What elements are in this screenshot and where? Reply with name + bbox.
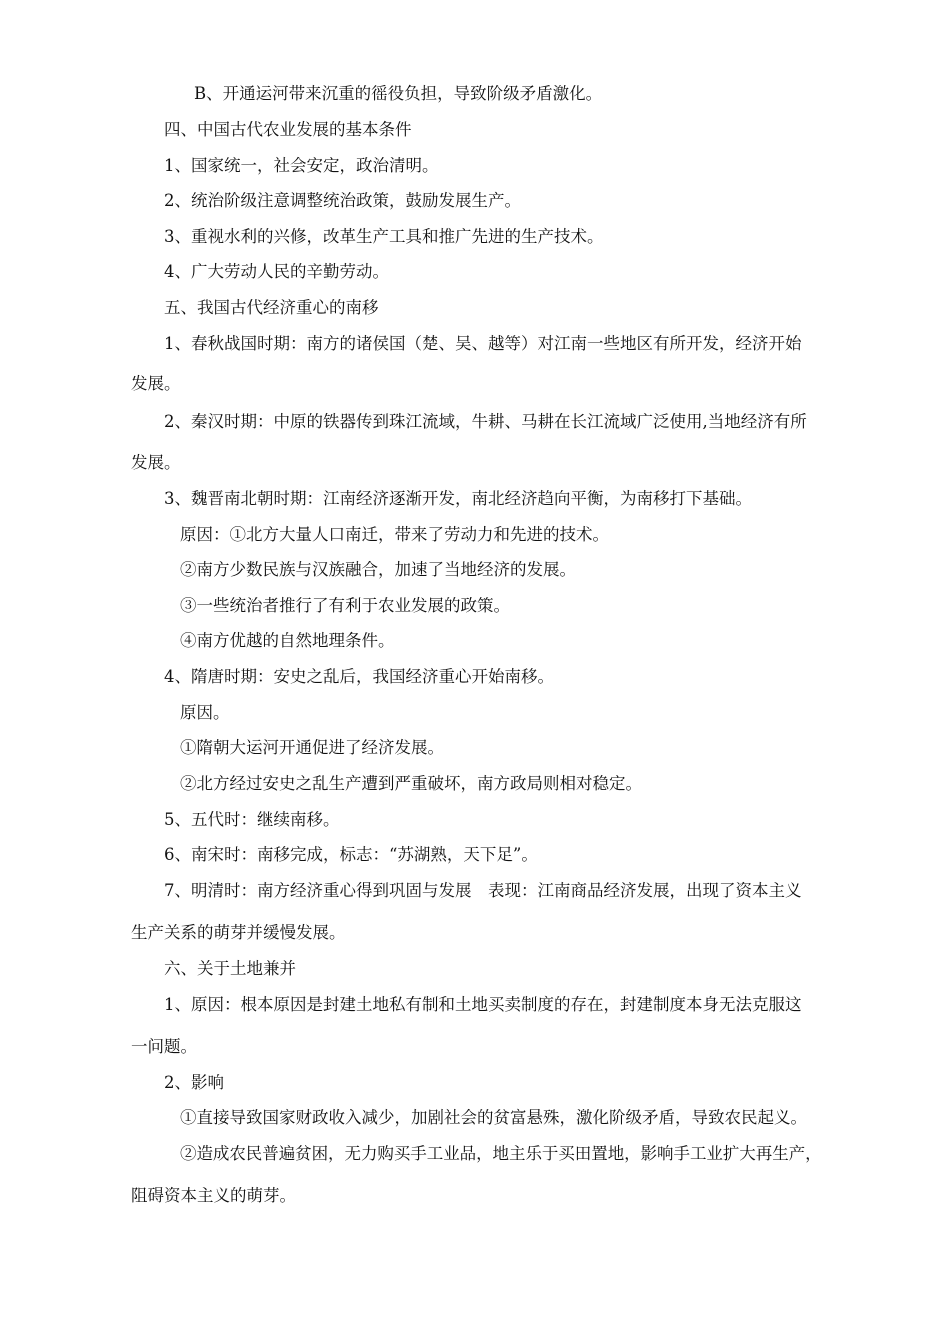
impact-line-1: ①直接导致国家财政收入减少，加剧社会的贫富悬殊，激化阶级矛盾，导致农民起义。: [180, 1108, 807, 1127]
list-item-condition-3: 3、重视水利的兴修，改革生产工具和推广先进的生产技术。: [164, 227, 604, 246]
reason-line-2: ②南方少数民族与汉族融合，加速了当地经济的发展。: [180, 560, 576, 579]
reason-line-4: ④南方优越的自然地理条件。: [180, 631, 395, 650]
list-item-annexation-cause-continued: 一问题。: [131, 1037, 197, 1056]
impact-line-2: ②造成农民普遍贫困，无力购买手工业品，地主乐于买田置地，影响手工业扩大再生产，: [180, 1144, 822, 1163]
reason-line-sui-canal: ①隋朝大运河开通促进了经济发展。: [180, 738, 444, 757]
list-item-shift-2-continued: 发展。: [131, 453, 181, 472]
list-item-shift-3: 3、魏晋南北朝时期：江南经济逐渐开发，南北经济趋向平衡，为南移打下基础。: [164, 489, 752, 508]
paragraph-line-canal-burden: B、开通运河带来沉重的徭役负担，导致阶级矛盾激化。: [194, 84, 603, 103]
section-heading-land-annexation: 六、关于土地兼并: [164, 959, 296, 978]
list-item-condition-2: 2、统治阶级注意调整统治政策，鼓励发展生产。: [164, 191, 521, 210]
section-heading-agriculture-conditions: 四、中国古代农业发展的基本条件: [164, 120, 412, 139]
reason-line-north-destroyed: ②北方经过安史之乱生产遭到严重破坏，南方政局则相对稳定。: [180, 774, 642, 793]
list-item-annexation-impact: 2、影响: [164, 1073, 224, 1092]
reason-line-3: ③一些统治者推行了有利于农业发展的政策。: [180, 596, 510, 615]
list-item-shift-7-continued: 生产关系的萌芽并缓慢发展。: [131, 923, 346, 942]
list-item-shift-1: 1、春秋战国时期：南方的诸侯国（楚、吴、越等）对江南一些地区有所开发，经济开始: [164, 334, 802, 353]
list-item-condition-4: 4、广大劳动人民的辛勤劳动。: [164, 262, 389, 281]
list-item-shift-7: 7、明清时：南方经济重心得到巩固与发展 表现：江南商品经济发展，出现了资本主义: [164, 881, 802, 900]
list-item-shift-1-continued: 发展。: [131, 374, 181, 393]
reason-heading: 原因。: [180, 703, 230, 722]
list-item-annexation-cause: 1、原因：根本原因是封建土地私有制和土地买卖制度的存在，封建制度本身无法克服这: [164, 995, 802, 1014]
list-item-shift-5: 5、五代时：继续南移。: [164, 810, 340, 829]
reason-line-1: 原因：①北方大量人口南迁，带来了劳动力和先进的技术。: [180, 525, 609, 544]
list-item-condition-1: 1、国家统一，社会安定，政治清明。: [164, 156, 439, 175]
list-item-shift-2: 2、秦汉时期：中原的铁器传到珠江流域，牛耕、马耕在长江流域广泛使用,当地经济有所: [164, 412, 807, 431]
list-item-shift-6: 6、南宋时：南移完成，标志：“苏湖熟，天下足”。: [164, 845, 538, 864]
list-item-shift-4: 4、隋唐时期：安史之乱后，我国经济重心开始南移。: [164, 667, 554, 686]
section-heading-economic-shift: 五、我国古代经济重心的南移: [164, 298, 379, 317]
impact-line-2-continued: 阻碍资本主义的萌芽。: [131, 1186, 296, 1205]
